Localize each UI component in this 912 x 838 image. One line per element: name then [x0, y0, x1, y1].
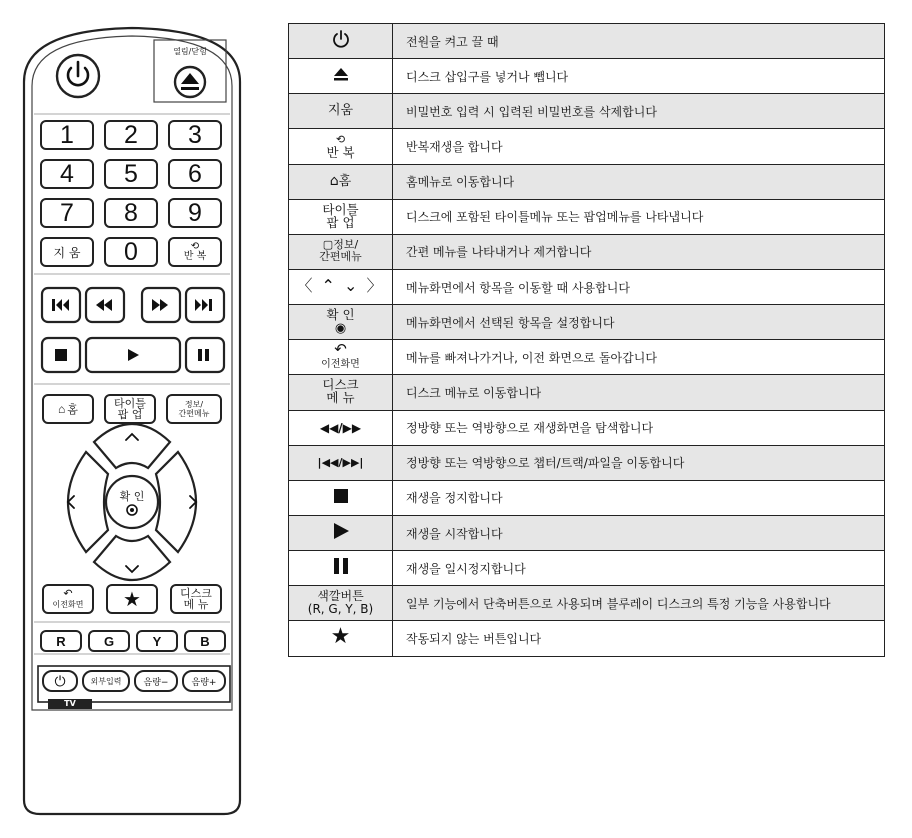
open-close-label: 열림/닫힘: [173, 47, 207, 56]
row-description: 비밀번호 입력 시 입력된 비밀번호를 삭제합니다: [393, 94, 885, 129]
volume-down-button[interactable]: 음량−: [134, 670, 178, 692]
eject-icon: [331, 66, 351, 82]
row-description: 재생을 정지합니다: [393, 480, 885, 515]
row-description: 정방향 또는 역방향으로 재생화면을 탐색합니다: [393, 410, 885, 445]
key-1[interactable]: 1: [40, 120, 94, 150]
key-2[interactable]: 2: [104, 120, 158, 150]
row-description: 간편 메뉴를 나타내거나 제거합니다: [393, 234, 885, 269]
arrows-icon: 〈 ⌃ ⌄ 〉: [296, 276, 385, 296]
star-icon: ★: [330, 623, 351, 649]
table-row: [289, 199, 885, 234]
row-description: 전원을 켜고 끌 때: [393, 24, 885, 59]
green-button[interactable]: G: [88, 630, 130, 652]
enter-label[interactable]: 확 인: [119, 490, 145, 503]
row-key: 반 복: [326, 144, 355, 160]
back-icon: ↶: [334, 340, 347, 359]
key-9[interactable]: 9: [168, 198, 222, 228]
table-row: [289, 551, 885, 586]
enter-dot-icon: ◉: [334, 321, 347, 337]
key-7[interactable]: 7: [40, 198, 94, 228]
table-row: [289, 480, 885, 515]
key-8[interactable]: 8: [104, 198, 158, 228]
row-key: 확 인: [326, 307, 355, 323]
back-icon: ↶: [63, 588, 73, 600]
home-icon: ⌂: [58, 402, 66, 416]
power-icon: ⏻: [54, 672, 66, 689]
tv-input-button[interactable]: 외부입력: [82, 670, 130, 692]
row-description: 재생을 일시정지합니다: [393, 551, 885, 586]
row-key: ◀◀/▶▶: [289, 410, 393, 445]
key-4[interactable]: 4: [40, 159, 94, 189]
row-key: 메 뉴: [326, 390, 355, 406]
row-description: 정방향 또는 역방향으로 챕터/트랙/파일을 이동합니다: [393, 445, 885, 480]
table-row: [289, 445, 885, 480]
table-row: [289, 621, 885, 656]
row-key: 디스크: [322, 377, 359, 393]
table-row: [289, 269, 885, 304]
key-6[interactable]: 6: [168, 159, 222, 189]
key-3[interactable]: 3: [168, 120, 222, 150]
repeat-button[interactable]: ⟲ 반 복: [168, 237, 222, 267]
stop-icon: [332, 487, 350, 505]
power-icon: [331, 29, 351, 49]
row-key: 지움: [289, 94, 393, 129]
row-key: 간편메뉴: [319, 250, 362, 264]
disc-menu-button[interactable]: 디스크 메 뉴: [170, 584, 222, 614]
row-key: 정보/: [333, 238, 359, 252]
table-row: [289, 305, 885, 340]
play-icon: [332, 522, 350, 540]
row-key: 색깔버튼: [317, 588, 364, 603]
remote-control-illustration: [18, 22, 246, 818]
table-row: [289, 164, 885, 199]
back-button[interactable]: ↶ 이전화면: [42, 584, 94, 614]
star-icon: ★: [123, 588, 141, 611]
row-description: 메뉴화면에서 선택된 항목을 설정합니다: [393, 305, 885, 340]
yellow-button[interactable]: Y: [136, 630, 178, 652]
volume-up-button[interactable]: 음량+: [182, 670, 226, 692]
button-reference-table: [288, 23, 885, 657]
row-key: 홈: [338, 174, 352, 190]
row-key: (R, G, Y, B): [307, 601, 374, 616]
row-description: 메뉴화면에서 항목을 이동할 때 사용합니다: [393, 269, 885, 304]
info-icon: ▢: [322, 238, 334, 252]
clear-button[interactable]: 지 움: [40, 237, 94, 267]
row-description: 디스크 메뉴로 이동합니다: [393, 375, 885, 410]
info-button[interactable]: 정보/ 간편메뉴: [166, 394, 222, 424]
title-popup-button[interactable]: 타이틀 팝 업: [104, 394, 156, 424]
row-description: 작동되지 않는 버튼입니다: [393, 621, 885, 656]
key-5[interactable]: 5: [104, 159, 158, 189]
row-description: 디스크 삽입구를 넣거나 뺍니다: [393, 59, 885, 94]
row-description: 홈메뉴로 이동합니다: [393, 164, 885, 199]
table-row: [289, 94, 885, 129]
red-button[interactable]: R: [40, 630, 82, 652]
table-row: [289, 59, 885, 94]
row-key: |◀◀/▶▶|: [289, 445, 393, 480]
blue-button[interactable]: B: [184, 630, 226, 652]
table-row: [289, 515, 885, 550]
table-row: [289, 410, 885, 445]
tv-label: TV: [64, 699, 76, 708]
row-description: 일부 기능에서 단축버튼으로 사용되며 블루레이 디스크의 특정 기능을 사용합니다: [393, 586, 885, 621]
row-key: 타이틀: [322, 201, 359, 217]
table-row: [289, 24, 885, 59]
home-button[interactable]: ⌂ 홈: [42, 394, 94, 424]
table-row: [289, 234, 885, 269]
key-0[interactable]: 0: [104, 237, 158, 267]
repeat-icon: ⟲: [190, 241, 200, 252]
table-row: [289, 340, 885, 375]
table-row: [289, 129, 885, 164]
home-icon: ⌂: [329, 173, 339, 190]
row-description: 반복재생을 합니다: [393, 129, 885, 164]
row-description: 메뉴를 빠져나가거나, 이전 화면으로 돌아갑니다: [393, 340, 885, 375]
row-key: 팝 업: [326, 214, 355, 230]
table-row: [289, 586, 885, 621]
table-row: [289, 375, 885, 410]
row-description: 디스크에 포함된 타이틀메뉴 또는 팝업메뉴를 나타냅니다: [393, 199, 885, 234]
star-button[interactable]: [106, 584, 158, 614]
row-description: 재생을 시작합니다: [393, 515, 885, 550]
repeat-icon: ⟲: [335, 132, 346, 146]
tv-power-button[interactable]: [42, 670, 78, 692]
row-key: 이전화면: [321, 359, 360, 371]
pause-icon: [332, 557, 350, 575]
